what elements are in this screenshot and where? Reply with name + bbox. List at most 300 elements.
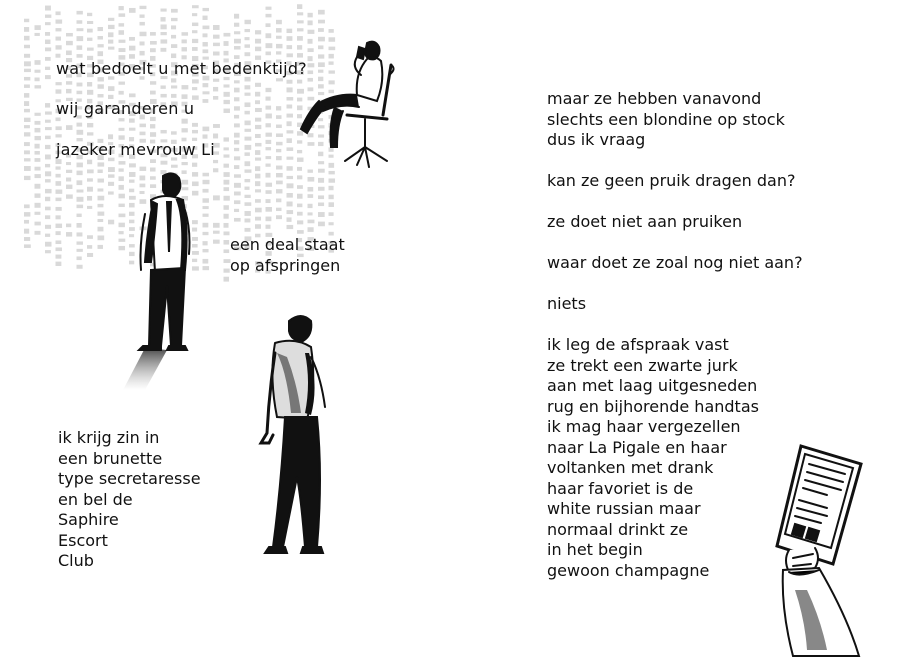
faded-glyph [318, 195, 324, 199]
brunette-line: ik krijg zin in [58, 428, 160, 447]
faded-glyph [234, 123, 240, 127]
faded-glyph [98, 84, 104, 88]
faded-glyph [56, 262, 62, 266]
faded-glyph [108, 86, 114, 91]
faded-glyph [108, 182, 114, 186]
faded-glyph [24, 220, 29, 224]
brunette-line: Escort [58, 530, 108, 550]
faded-glyph [224, 147, 229, 150]
faded-glyph [318, 10, 325, 15]
faded-glyph [276, 28, 282, 32]
faded-glyph [171, 44, 177, 48]
faded-glyph [203, 26, 210, 30]
faded-glyph [287, 166, 293, 170]
brunette-line: type secretaresse [58, 469, 201, 488]
faded-glyph [287, 104, 293, 108]
faded-glyph [129, 118, 135, 122]
faded-glyph [24, 61, 31, 66]
faded-glyph [35, 184, 41, 189]
faded-glyph [266, 140, 272, 144]
faded-glyph [87, 253, 93, 257]
faded-glyph [119, 82, 125, 85]
brunette-line: en bel de [58, 489, 133, 509]
faded-glyph [45, 103, 50, 107]
faded-glyph [224, 92, 230, 97]
faded-glyph [45, 179, 51, 182]
faded-glyph [98, 169, 103, 173]
faded-glyph [45, 75, 51, 79]
faded-glyph [245, 179, 251, 182]
poem-line: ik leg de afspraak vast [547, 335, 729, 354]
faded-glyph [45, 164, 50, 167]
faded-glyph [287, 157, 294, 160]
faded-glyph [87, 160, 92, 165]
faded-glyph [35, 85, 42, 88]
faded-glyph [255, 189, 261, 192]
faded-glyph [77, 190, 84, 193]
faded-glyph [45, 136, 51, 139]
faded-glyph [224, 164, 229, 168]
faded-glyph [56, 11, 61, 15]
brunette-line: een brunette [58, 448, 163, 468]
faded-glyph [129, 8, 136, 13]
faded-glyph [192, 13, 197, 16]
faded-glyph [287, 36, 293, 41]
faded-glyph [24, 109, 30, 112]
faded-glyph [276, 142, 283, 146]
faded-glyph [77, 256, 82, 260]
faded-glyph [45, 145, 50, 149]
faded-glyph [287, 53, 293, 57]
faded-glyph [329, 178, 336, 182]
faded-glyph [45, 47, 51, 51]
faded-glyph [245, 137, 252, 141]
faded-glyph [45, 155, 51, 160]
faded-glyph [245, 44, 250, 47]
faded-glyph [287, 176, 294, 179]
faded-glyph [24, 45, 30, 48]
faded-glyph [77, 171, 83, 176]
faded-glyph [318, 20, 325, 24]
faded-glyph [45, 22, 51, 25]
faded-glyph [24, 77, 30, 81]
faded-glyph [308, 13, 313, 18]
faded-glyph [66, 41, 73, 45]
faded-glyph [140, 51, 145, 56]
faded-glyph [35, 33, 40, 36]
faded-glyph [266, 97, 271, 101]
faded-glyph [56, 247, 62, 251]
faded-glyph [87, 29, 93, 33]
poem-line: rug en bijhorende handtas [547, 396, 759, 416]
faded-glyph [161, 24, 167, 29]
faded-glyph [192, 123, 198, 127]
faded-glyph [255, 217, 261, 221]
faded-glyph [266, 147, 272, 150]
faded-glyph [108, 167, 115, 172]
faded-glyph [56, 240, 62, 244]
faded-glyph [98, 162, 105, 166]
faded-glyph [77, 265, 83, 269]
faded-glyph [56, 82, 62, 85]
faded-glyph [276, 199, 281, 203]
faded-glyph [98, 212, 105, 216]
faded-glyph [161, 39, 168, 43]
faded-glyph [35, 60, 41, 65]
faded-glyph [35, 193, 41, 197]
faded-glyph [308, 30, 315, 34]
faded-glyph [213, 160, 218, 163]
faded-glyph [255, 125, 261, 129]
faded-glyph [119, 48, 126, 52]
faded-glyph [266, 207, 272, 212]
faded-glyph [87, 123, 93, 127]
faded-glyph [203, 33, 208, 37]
faded-glyph [140, 14, 145, 17]
faded-glyph [35, 113, 41, 116]
faded-glyph [308, 187, 314, 192]
faded-glyph [297, 204, 302, 208]
faded-glyph [329, 202, 334, 207]
faded-glyph [255, 134, 261, 138]
leaning-man-illustration [255, 313, 355, 573]
faded-glyph [77, 214, 82, 217]
faded-glyph [98, 27, 103, 31]
faded-glyph [213, 124, 220, 128]
faded-glyph [129, 163, 136, 167]
faded-glyph [318, 212, 325, 217]
faded-glyph [56, 19, 63, 23]
faded-glyph [108, 25, 115, 29]
faded-glyph [45, 250, 51, 253]
faded-glyph [66, 232, 72, 237]
faded-glyph [308, 204, 313, 208]
faded-glyph [24, 54, 30, 58]
poem-line: maar ze hebben vanavond [547, 89, 762, 108]
faded-glyph [56, 28, 62, 31]
brunette-text [58, 428, 201, 572]
faded-glyph [45, 32, 50, 36]
poem-line [547, 274, 803, 295]
faded-glyph [161, 9, 167, 12]
faded-glyph [140, 124, 146, 128]
faded-glyph [56, 37, 61, 41]
faded-glyph [45, 197, 50, 201]
faded-glyph [87, 245, 92, 249]
faded-glyph [297, 194, 303, 199]
faded-glyph [245, 187, 250, 190]
faded-glyph [245, 37, 250, 40]
faded-glyph [66, 89, 71, 93]
faded-glyph [140, 6, 147, 9]
faded-glyph [308, 212, 313, 215]
faded-glyph [234, 140, 239, 144]
faded-glyph [224, 33, 231, 37]
faded-glyph [245, 195, 251, 198]
faded-glyph [245, 169, 252, 172]
faded-glyph [56, 215, 61, 219]
faded-glyph [329, 29, 334, 33]
faded-glyph [192, 23, 198, 26]
faded-glyph [119, 40, 126, 43]
deal-line: een deal staat [230, 235, 345, 254]
faded-glyph [245, 218, 251, 222]
faded-glyph [234, 209, 239, 212]
faded-glyph [234, 80, 240, 83]
faded-glyph [213, 87, 218, 91]
faded-glyph [276, 156, 282, 160]
faded-glyph [150, 41, 157, 45]
faded-glyph [266, 14, 272, 18]
faded-glyph [245, 228, 251, 232]
faded-glyph [203, 134, 208, 138]
faded-glyph [108, 18, 114, 21]
faded-glyph [24, 19, 29, 22]
faded-glyph [266, 164, 271, 167]
faded-glyph [56, 166, 61, 169]
hand-tablet-illustration [765, 440, 875, 660]
faded-glyph [255, 208, 262, 213]
faded-glyph [255, 166, 260, 171]
faded-glyph [56, 54, 61, 58]
faded-glyph [234, 106, 240, 110]
faded-glyph [150, 124, 155, 128]
faded-glyph [245, 29, 251, 32]
faded-glyph [287, 210, 294, 214]
faded-glyph [255, 118, 261, 122]
faded-glyph [24, 93, 29, 98]
faded-glyph [182, 47, 187, 51]
faded-glyph [35, 158, 41, 162]
faded-glyph [182, 128, 188, 132]
faded-glyph [308, 194, 314, 198]
faded-glyph [266, 225, 271, 229]
faded-glyph [234, 148, 239, 151]
faded-glyph [276, 36, 282, 39]
faded-glyph [287, 87, 293, 92]
faded-glyph [35, 203, 41, 208]
poem-line: haar favoriet is de [547, 478, 694, 498]
faded-glyph [98, 94, 104, 97]
faded-glyph [276, 115, 282, 119]
faded-glyph [35, 167, 41, 171]
faded-glyph [66, 224, 71, 228]
faded-glyph [203, 49, 209, 53]
faded-glyph [45, 225, 51, 229]
faded-glyph [234, 183, 241, 188]
poem-line: in het begin [547, 540, 643, 559]
brunette-line: Saphire [58, 510, 119, 529]
faded-glyph [245, 161, 251, 166]
poem-line: kan ze geen pruik dragen dan? [547, 171, 796, 190]
faded-glyph [56, 89, 62, 93]
poem-line: ik mag haar vergezellen [547, 417, 741, 436]
faded-glyph [24, 244, 31, 248]
faded-glyph [329, 212, 334, 216]
faded-glyph [171, 25, 176, 29]
faded-glyph [35, 231, 41, 235]
faded-glyph [24, 229, 29, 234]
deal-text [230, 235, 345, 276]
faded-glyph [224, 109, 230, 113]
faded-glyph [245, 20, 251, 24]
faded-glyph [45, 207, 51, 211]
faded-glyph [224, 41, 229, 46]
faded-glyph [66, 81, 72, 84]
faded-glyph [35, 70, 41, 73]
faded-glyph [171, 54, 176, 59]
faded-glyph [255, 100, 260, 104]
faded-glyph [297, 220, 303, 224]
faded-glyph [171, 85, 177, 88]
faded-glyph [182, 32, 189, 36]
faded-glyph [66, 170, 72, 173]
faded-glyph [66, 162, 71, 165]
faded-glyph [56, 134, 62, 137]
faded-glyph [45, 171, 51, 176]
faded-glyph [287, 147, 294, 151]
faded-glyph [308, 227, 314, 232]
faded-glyph [234, 200, 240, 204]
faded-glyph [255, 92, 260, 97]
faded-glyph [77, 45, 83, 49]
faded-glyph [87, 235, 93, 239]
faded-glyph [87, 206, 92, 209]
faded-glyph [140, 22, 145, 26]
faded-glyph [171, 94, 177, 98]
faded-glyph [161, 48, 167, 52]
faded-glyph [255, 108, 262, 112]
faded-glyph [297, 4, 302, 9]
poem-line [547, 315, 803, 336]
brunette-line: Club [58, 551, 94, 570]
faded-glyph [45, 215, 50, 219]
question-bedenktijd: wat bedoelt u met bedenktijd? [56, 59, 307, 78]
faded-glyph [129, 128, 135, 131]
faded-glyph [24, 204, 30, 208]
faded-glyph [245, 152, 250, 156]
faded-glyph [234, 174, 241, 177]
faded-glyph [308, 220, 315, 224]
faded-glyph [297, 185, 303, 189]
faded-glyph [56, 231, 61, 235]
faded-glyph [203, 8, 210, 11]
faded-glyph [45, 67, 50, 70]
faded-glyph [108, 134, 113, 139]
faded-glyph [56, 174, 61, 178]
faded-glyph [119, 6, 124, 10]
faded-glyph [24, 142, 30, 146]
faded-glyph [45, 120, 51, 123]
faded-glyph [234, 31, 240, 34]
faded-glyph [87, 178, 93, 181]
faded-glyph [318, 222, 325, 227]
faded-glyph [266, 199, 271, 203]
faded-glyph [224, 100, 230, 104]
faded-glyph [77, 163, 83, 168]
faded-glyph [45, 111, 52, 114]
poem-line: white russian maar [547, 499, 701, 518]
faded-glyph [266, 190, 272, 194]
faded-glyph [77, 28, 84, 31]
faded-glyph [287, 130, 294, 133]
poem-line: voltanken met drank [547, 458, 714, 477]
faded-glyph [35, 174, 41, 178]
faded-glyph [56, 224, 63, 228]
faded-glyph [224, 154, 230, 157]
faded-glyph [66, 33, 73, 36]
faded-glyph [234, 23, 239, 27]
faded-glyph [245, 102, 251, 107]
faded-glyph [108, 40, 113, 44]
faded-glyph [203, 42, 208, 46]
poem-line [547, 233, 803, 254]
faded-glyph [192, 30, 197, 33]
faded-glyph [297, 20, 304, 23]
faded-glyph [24, 158, 30, 161]
faded-glyph [234, 218, 241, 222]
faded-glyph [77, 232, 83, 236]
faded-glyph [255, 150, 260, 155]
faded-glyph [266, 33, 272, 38]
faded-glyph [35, 128, 41, 132]
faded-glyph [24, 166, 31, 171]
faded-glyph [276, 125, 282, 128]
faded-glyph [318, 203, 324, 207]
faded-glyph [77, 130, 84, 135]
faded-glyph [224, 51, 229, 56]
faded-glyph [77, 241, 83, 244]
faded-glyph [24, 237, 30, 241]
faded-glyph [192, 79, 199, 83]
faded-glyph [77, 249, 83, 252]
faded-glyph [56, 207, 62, 211]
faded-glyph [297, 12, 303, 15]
faded-glyph [150, 91, 156, 95]
faded-glyph [203, 83, 209, 87]
faded-glyph [318, 187, 325, 191]
faded-glyph [213, 52, 220, 56]
faded-glyph [45, 189, 52, 193]
faded-glyph [45, 57, 51, 61]
faded-glyph [171, 131, 177, 134]
faded-glyph [161, 130, 167, 133]
faded-glyph [129, 46, 135, 51]
faded-glyph [56, 198, 62, 202]
faded-glyph [119, 91, 124, 95]
faded-glyph [287, 121, 292, 126]
faded-glyph [266, 106, 272, 110]
faded-glyph [203, 127, 210, 132]
standing-man-illustration [115, 170, 225, 400]
faded-glyph [98, 188, 104, 191]
faded-glyph [276, 189, 282, 193]
faded-glyph [98, 44, 104, 47]
faded-glyph [245, 111, 250, 115]
faded-glyph [234, 14, 239, 19]
faded-glyph [297, 230, 304, 234]
faded-glyph [77, 11, 83, 15]
faded-glyph [213, 96, 218, 100]
faded-glyph [287, 183, 294, 188]
faded-glyph [224, 84, 230, 87]
faded-glyph [35, 144, 40, 149]
faded-glyph [255, 224, 261, 229]
faded-glyph [192, 130, 198, 133]
faded-glyph [108, 47, 114, 50]
faded-glyph [77, 123, 83, 127]
faded-glyph [140, 41, 145, 45]
